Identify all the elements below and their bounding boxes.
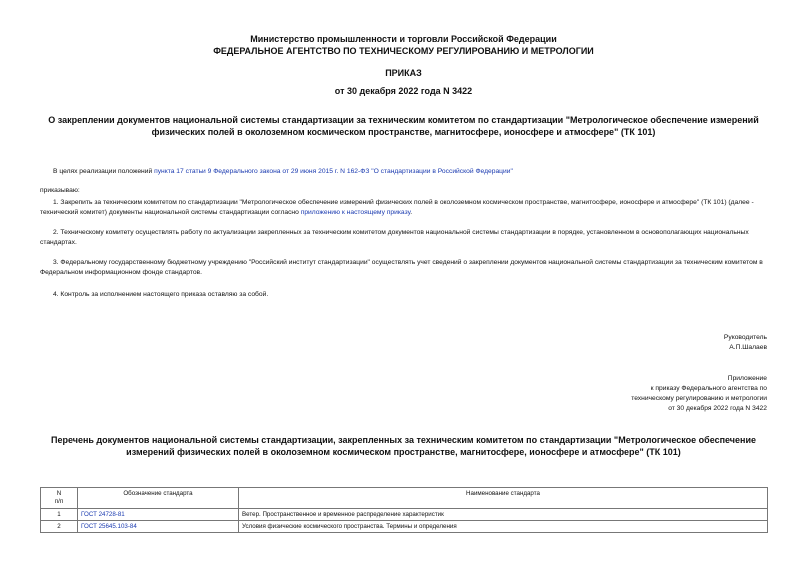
col-code-header: Обозначение стандарта	[78, 488, 239, 509]
col-name-header: Наименование стандарта	[239, 488, 768, 509]
col-n-label: N	[56, 490, 62, 497]
table-row	[41, 509, 768, 521]
standard-code-link[interactable]: ГОСТ 24728-81	[81, 511, 125, 518]
appendix-link[interactable]: приложению к настоящему приказу	[300, 209, 411, 216]
item-1-text: 1. Закрепить за техническим комитетом по стандартизации "Метрологическое обеспечение измерений физических полей в околоземном космическом пространстве, магнитосфере, ионосфере и атмосфере" (ТК 101) (далее - технический комитет) документы национальной системы стандартизации согласно	[40, 199, 754, 216]
table-row	[41, 521, 768, 533]
list-title: Перечень документов национальной системы стандартизации, закрепленных за техническим комитетом по стандартизации "Метрологическое обеспечение измерений физических полей в околоземном космическом пространстве, магнитосфере, ионосфере и атмосфере" (ТК 101)	[50, 435, 757, 457]
appendix-label: Приложение	[727, 375, 767, 382]
item-1-end: .	[410, 209, 413, 216]
preamble-text: В целях реализации положений	[53, 168, 155, 175]
item-3: 3. Федеральному государственному бюджетному учреждению "Российский институт стандартизации" осуществлять учет сведений о закреплении документов национальной системы стандартизации за техническим комитетом в Федеральном информационном фонде стандартов.	[40, 259, 763, 276]
ministry-name: Министерство промышленности и торговли Российской Федерации	[250, 34, 557, 44]
appendix-line-3: от 30 декабря 2022 года N 3422	[668, 405, 767, 412]
item-4: 4. Контроль за исполнением настоящего приказа оставляю за собой.	[53, 291, 269, 298]
standard-code-link[interactable]: ГОСТ 25645.103-84	[81, 523, 137, 530]
signature-role: Руководитель	[723, 334, 767, 341]
item-2: 2. Техническому комитету осуществлять работу по актуализации закрепленных за техническим комитетом документов национальной системы стандартизации в порядке, установленном в основополагающих национальных стандартах.	[40, 229, 749, 246]
col-n-sub: п/п	[54, 498, 64, 505]
row-number: 2	[41, 521, 78, 533]
row-code-cell	[78, 521, 239, 533]
standards-table	[40, 487, 768, 533]
appendix-line-1: к приказу Федерального агентства по	[650, 385, 767, 392]
agency-name: ФЕДЕРАЛЬНОЕ АГЕНТСТВО ПО ТЕХНИЧЕСКОМУ РЕГУЛИРОВАНИЮ И МЕТРОЛОГИИ	[213, 46, 594, 56]
appendix-line-2: техническому регулированию и метрологии	[631, 395, 767, 402]
col-n-header	[41, 488, 78, 509]
row-name: Ветер. Пространственное и временное распределение характеристик	[239, 509, 768, 521]
order-word: приказываю:	[40, 187, 80, 194]
law-link[interactable]: пункта 17 статьи 9 Федерального закона от 29 июня 2015 г. N 162-ФЗ "О стандартизации в Российской Федерации"	[154, 168, 513, 175]
order-title: О закреплении документов национальной системы стандартизации за техническим комитетом по стандартизации "Метрологическое обеспечение измерений физических полей в околоземном космическом пространстве, магнитосфере, ионосфере и атмосфере" (ТК 101)	[48, 115, 759, 137]
order-date-number: от 30 декабря 2022 года N 3422	[334, 86, 473, 96]
preamble	[40, 167, 768, 177]
row-name: Условия физические космического пространства. Термины и определения	[239, 521, 768, 533]
signature-name: А.П.Шалаев	[729, 344, 767, 351]
item-1	[40, 198, 768, 218]
row-code-cell	[78, 509, 239, 521]
doc-type: ПРИКАЗ	[385, 68, 422, 78]
table-header-row	[41, 488, 768, 509]
row-number: 1	[41, 509, 78, 521]
